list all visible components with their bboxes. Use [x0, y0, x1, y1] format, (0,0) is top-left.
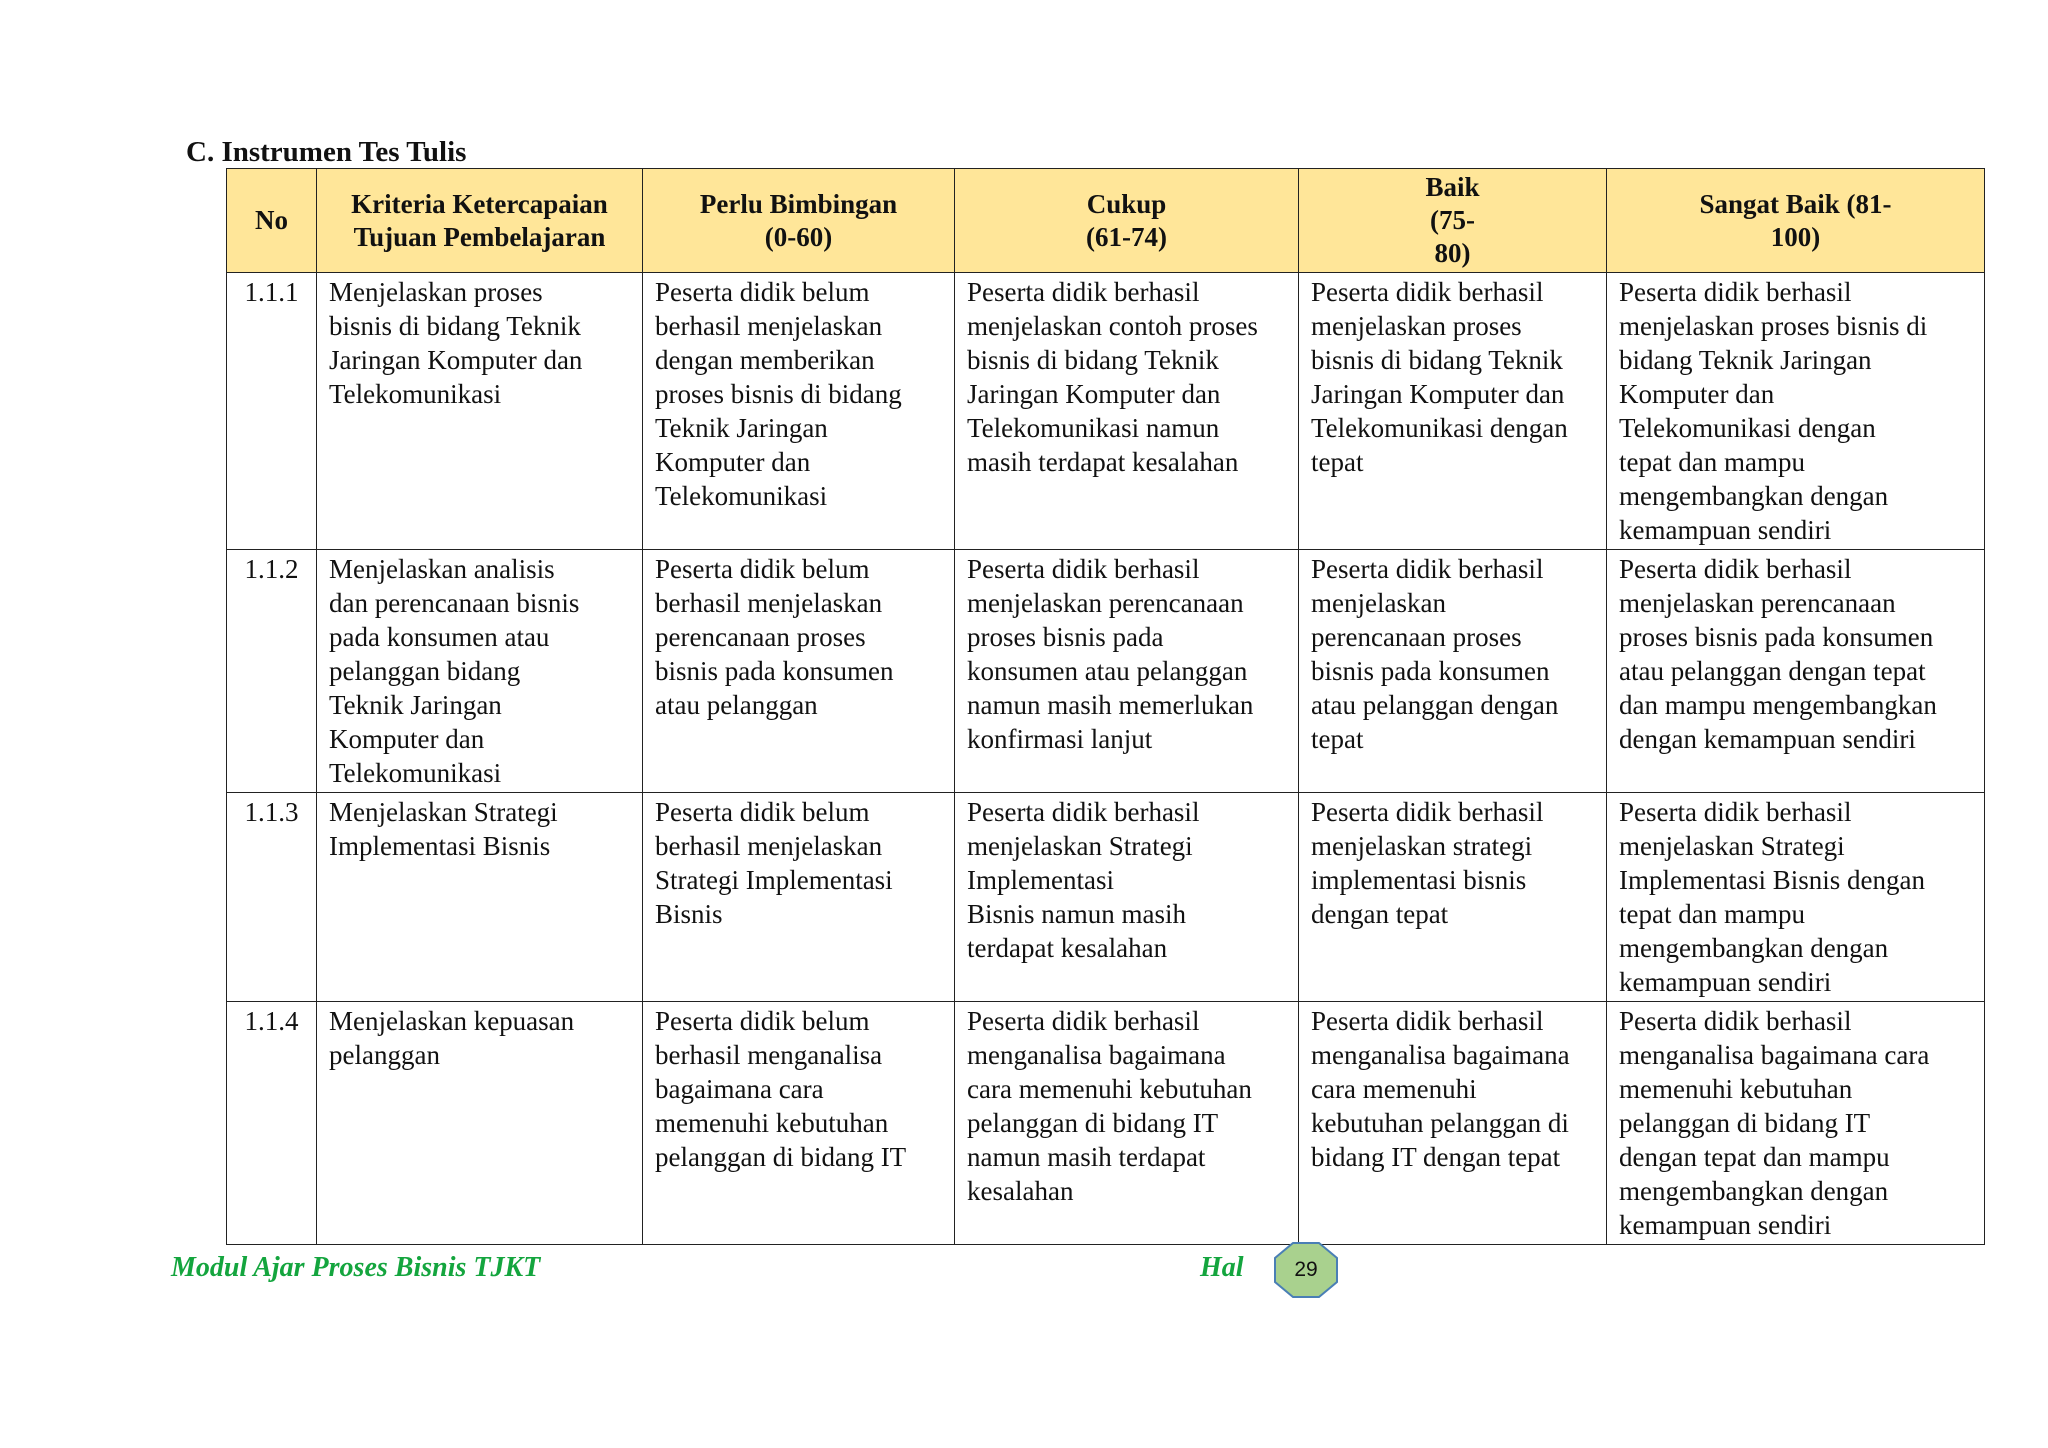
perlu-bimbingan-cell: Peserta didik belum berhasil menganalisa bagaimana cara memenuhi kebutuhan pelanggan di bidang IT [643, 1002, 955, 1245]
perlu-bimbingan-cell: Peserta didik belum berhasil menjelaskan Strategi Implementasi Bisnis [643, 793, 955, 1002]
row-number: 1.1.3 [227, 793, 317, 1002]
row-number: 1.1.1 [227, 273, 317, 550]
kriteria-cell: Menjelaskan Strategi Implementasi Bisnis [317, 793, 643, 1002]
kriteria-cell: Menjelaskan analisis dan perencanaan bisnis pada konsumen atau pelanggan bidang Teknik Jaringan Komputer dan Telekomunikasi [317, 550, 643, 793]
baik-cell: Peserta didik berhasil menjelaskan proses bisnis di bidang Teknik Jaringan Komputer dan Telekomunikasi dengan tepat [1299, 273, 1607, 550]
footer-module-title: Modul Ajar Proses Bisnis TJKT [171, 1252, 541, 1283]
kriteria-cell: Menjelaskan kepuasan pelanggan [317, 1002, 643, 1245]
header-no: No [227, 169, 317, 273]
sangat-baik-cell: Peserta didik berhasil menganalisa bagaimana cara memenuhi kebutuhan pelanggan di bidang IT dengan tepat dan mampu mengembangkan dengan kemampuan sendiri [1607, 1002, 1985, 1245]
baik-cell: Peserta didik berhasil menjelaskan strategi implementasi bisnis dengan tepat [1299, 793, 1607, 1002]
cukup-cell: Peserta didik berhasil menganalisa bagaimana cara memenuhi kebutuhan pelanggan di bidang IT namun masih terdapat kesalahan [955, 1002, 1299, 1245]
cukup-cell: Peserta didik berhasil menjelaskan perencanaan proses bisnis pada konsumen atau pelanggan namun masih memerlukan konfirmasi lanjut [955, 550, 1299, 793]
baik-cell: Peserta didik berhasil menjelaskan perencanaan proses bisnis pada konsumen atau pelanggan dengan tepat [1299, 550, 1607, 793]
perlu-bimbingan-cell: Peserta didik belum berhasil menjelaskan perencanaan proses bisnis pada konsumen atau pelanggan [643, 550, 955, 793]
section-title: C. Instrumen Tes Tulis [186, 136, 467, 168]
table-row [227, 550, 1985, 793]
cukup-cell: Peserta didik berhasil menjelaskan contoh proses bisnis di bidang Teknik Jaringan Komputer dan Telekomunikasi namun masih terdapat kesalahan [955, 273, 1299, 550]
cukup-cell: Peserta didik berhasil menjelaskan Strategi Implementasi Bisnis namun masih terdapat kesalahan [955, 793, 1299, 1002]
footer-hal-label: Hal [1200, 1252, 1244, 1283]
perlu-bimbingan-cell: Peserta didik belum berhasil menjelaskan dengan memberikan proses bisnis di bidang Teknik Jaringan Komputer dan Telekomunikasi [643, 273, 955, 550]
header-perlu-bimbingan: Perlu Bimbingan (0-60) [643, 169, 955, 273]
row-number: 1.1.4 [227, 1002, 317, 1245]
assessment-rubric-table [226, 168, 1985, 1245]
page-number-badge [1273, 1241, 1339, 1299]
table-row [227, 273, 1985, 550]
header-baik: Baik (75- 80) [1299, 169, 1607, 273]
kriteria-cell: Menjelaskan proses bisnis di bidang Teknik Jaringan Komputer dan Telekomunikasi [317, 273, 643, 550]
sangat-baik-cell: Peserta didik berhasil menjelaskan proses bisnis di bidang Teknik Jaringan Komputer dan Telekomunikasi dengan tepat dan mampu mengembangkan dengan kemampuan sendiri [1607, 273, 1985, 550]
header-sangat-baik: Sangat Baik (81- 100) [1607, 169, 1985, 273]
row-number: 1.1.2 [227, 550, 317, 793]
table-row [227, 793, 1985, 1002]
page-number: 29 [1294, 1258, 1318, 1281]
header-kriteria: Kriteria Ketercapaian Tujuan Pembelajaran [317, 169, 643, 273]
baik-cell: Peserta didik berhasil menganalisa bagaimana cara memenuhi kebutuhan pelanggan di bidang IT dengan tepat [1299, 1002, 1607, 1245]
table-row [227, 1002, 1985, 1245]
header-cukup: Cukup (61-74) [955, 169, 1299, 273]
header-row [227, 169, 1985, 273]
sangat-baik-cell: Peserta didik berhasil menjelaskan perencanaan proses bisnis pada konsumen atau pelanggan dengan tepat dan mampu mengembangkan dengan kemampuan sendiri [1607, 550, 1985, 793]
sangat-baik-cell: Peserta didik berhasil menjelaskan Strategi Implementasi Bisnis dengan tepat dan mampu mengembangkan dengan kemampuan sendiri [1607, 793, 1985, 1002]
